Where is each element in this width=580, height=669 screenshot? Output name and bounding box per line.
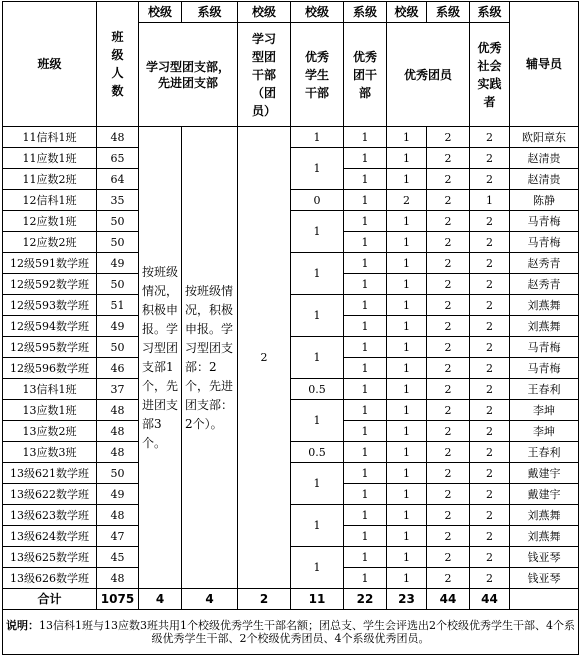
table-row: [3, 442, 579, 463]
dept-cadre-value: 1: [344, 526, 387, 547]
dept-cadre-value: 1: [344, 337, 387, 358]
tutor-name: 赵秀青: [510, 253, 579, 274]
class-name: 12信科1班: [3, 190, 97, 211]
leader-value: 1: [291, 127, 344, 148]
class-count: 49: [97, 484, 139, 505]
tutor-name: 钱亚琴: [510, 547, 579, 568]
class-count: 48: [97, 421, 139, 442]
note-row: [3, 610, 579, 655]
total-tutor-empty: [510, 589, 579, 610]
dept-cadre-value: 1: [344, 169, 387, 190]
header-level-school: 校级: [238, 2, 291, 23]
class-count: 50: [97, 232, 139, 253]
table-row: [3, 190, 579, 211]
school-member-value: 1: [387, 568, 427, 589]
header-level-school: 校级: [139, 2, 182, 23]
total-leader: 11: [291, 589, 344, 610]
school-member-value: 2: [387, 190, 427, 211]
table-row: [3, 505, 579, 526]
dept-cadre-value: 1: [344, 211, 387, 232]
class-count: 48: [97, 568, 139, 589]
practice-value: 2: [470, 358, 510, 379]
practice-value: 2: [470, 442, 510, 463]
note-cell: [3, 610, 579, 655]
cadre-merged: 2: [238, 127, 291, 589]
school-member-value: 1: [387, 148, 427, 169]
dept-branch-text: 按班级情况，积极申报。学习型团支部：2个，先进团支部：2个）。: [185, 283, 234, 431]
total-school-member: 23: [387, 589, 427, 610]
class-name: 12级596数学班: [3, 358, 97, 379]
tutor-name: 马青梅: [510, 232, 579, 253]
table-body: [3, 127, 579, 589]
dept-member-value: 2: [427, 400, 470, 421]
class-name: 12应数1班: [3, 211, 97, 232]
class-count: 49: [97, 316, 139, 337]
dept-cadre-value: 1: [344, 190, 387, 211]
tutor-name: 戴建宇: [510, 484, 579, 505]
class-name: 13级624数学班: [3, 526, 97, 547]
practice-value: 2: [470, 379, 510, 400]
total-dept-branch: 4: [182, 589, 238, 610]
leader-value: 1: [291, 337, 344, 379]
dept-member-value: 2: [427, 316, 470, 337]
total-count: 1075: [97, 589, 139, 610]
header-class: 班级: [3, 2, 97, 127]
practice-value: 2: [470, 211, 510, 232]
dept-cadre-value: 1: [344, 253, 387, 274]
dept-member-value: 2: [427, 526, 470, 547]
dept-member-value: 2: [427, 232, 470, 253]
dept-member-value: 2: [427, 421, 470, 442]
header-level-dept: 系级: [182, 2, 238, 23]
table-row: [3, 211, 579, 232]
dept-member-value: 2: [427, 505, 470, 526]
class-count: 49: [97, 253, 139, 274]
tutor-name: 赵清贵: [510, 148, 579, 169]
class-name: 12级593数学班: [3, 295, 97, 316]
header-cadre: 学习型团干部（团员）: [238, 23, 291, 127]
table-row: [3, 127, 579, 148]
leader-value: 1: [291, 295, 344, 337]
school-branch-merged: [139, 127, 182, 589]
practice-value: 2: [470, 568, 510, 589]
header-count: 班级人数: [97, 2, 139, 127]
class-name: 11信科1班: [3, 127, 97, 148]
tutor-name: 赵清贵: [510, 169, 579, 190]
tutor-name: 欧阳章东: [510, 127, 579, 148]
class-count: 48: [97, 400, 139, 421]
school-member-value: 1: [387, 169, 427, 190]
dept-cadre-value: 1: [344, 316, 387, 337]
header-practice: 优秀社会实践者: [470, 23, 510, 127]
dept-cadre-value: 1: [344, 232, 387, 253]
table-row: [3, 463, 579, 484]
class-count: 46: [97, 358, 139, 379]
dept-cadre-value: 1: [344, 274, 387, 295]
practice-value: 2: [470, 547, 510, 568]
header-excellent-leader: 优秀学生干部: [291, 23, 344, 127]
dept-member-value: 2: [427, 568, 470, 589]
dept-cadre-value: 1: [344, 547, 387, 568]
note-text: 13信科1班与13应数3班共用1个校级优秀学生干部名额；团总支、学生会评选出2个校级优秀学生干部、4个系级优秀学生干部、2个校级优秀团员、4个系级优秀团员。: [39, 619, 575, 645]
table-row: [3, 379, 579, 400]
practice-value: 2: [470, 421, 510, 442]
practice-value: 2: [470, 274, 510, 295]
class-name: 12应数2班: [3, 232, 97, 253]
table-row: [3, 547, 579, 568]
practice-value: 2: [470, 169, 510, 190]
practice-value: 2: [470, 253, 510, 274]
practice-value: 1: [470, 190, 510, 211]
class-count: 47: [97, 526, 139, 547]
tutor-name: 王春利: [510, 442, 579, 463]
dept-cadre-value: 1: [344, 568, 387, 589]
leader-value: 1: [291, 463, 344, 505]
dept-member-value: 2: [427, 484, 470, 505]
practice-value: 2: [470, 400, 510, 421]
class-count: 50: [97, 337, 139, 358]
class-count: 50: [97, 463, 139, 484]
school-member-value: 1: [387, 253, 427, 274]
dept-cadre-value: 1: [344, 400, 387, 421]
tutor-name: 李坤: [510, 421, 579, 442]
practice-value: 2: [470, 148, 510, 169]
total-row: [3, 589, 579, 610]
class-name: 11应数1班: [3, 148, 97, 169]
class-count: 35: [97, 190, 139, 211]
class-name: 13级626数学班: [3, 568, 97, 589]
header-excellent-member: 优秀团员: [387, 23, 470, 127]
class-name: 13应数3班: [3, 442, 97, 463]
class-name: 12级595数学班: [3, 337, 97, 358]
dept-member-value: 2: [427, 379, 470, 400]
tutor-name: 陈静: [510, 190, 579, 211]
dept-cadre-value: 1: [344, 442, 387, 463]
table-row: [3, 253, 579, 274]
practice-value: 2: [470, 505, 510, 526]
practice-value: 2: [470, 232, 510, 253]
leader-value: 0.5: [291, 442, 344, 463]
class-count: 51: [97, 295, 139, 316]
dept-cadre-value: 1: [344, 505, 387, 526]
school-member-value: 1: [387, 421, 427, 442]
school-member-value: 1: [387, 316, 427, 337]
dept-member-value: 2: [427, 190, 470, 211]
dept-cadre-value: 1: [344, 421, 387, 442]
school-member-value: 1: [387, 442, 427, 463]
dept-member-value: 2: [427, 274, 470, 295]
tutor-name: 戴建宇: [510, 463, 579, 484]
tutor-name: 赵秀青: [510, 274, 579, 295]
class-name: 12级592数学班: [3, 274, 97, 295]
school-member-value: 1: [387, 232, 427, 253]
tutor-name: 刘燕舞: [510, 295, 579, 316]
class-name: 13级622数学班: [3, 484, 97, 505]
class-name: 13级621数学班: [3, 463, 97, 484]
note-label: 说明：: [6, 619, 39, 632]
tutor-name: 刘燕舞: [510, 316, 579, 337]
dept-cadre-value: 1: [344, 148, 387, 169]
total-label: 合计: [3, 589, 97, 610]
practice-value: 2: [470, 127, 510, 148]
leader-value: 1: [291, 148, 344, 190]
tutor-name: 钱亚琴: [510, 568, 579, 589]
class-name: 13信科1班: [3, 379, 97, 400]
tutor-name: 李坤: [510, 400, 579, 421]
table-row: [3, 148, 579, 169]
class-name: 13应数1班: [3, 400, 97, 421]
leader-value: 0: [291, 190, 344, 211]
school-member-value: 1: [387, 211, 427, 232]
dept-member-value: 2: [427, 547, 470, 568]
dept-member-value: 2: [427, 358, 470, 379]
leader-value: 0.5: [291, 379, 344, 400]
dept-branch-merged: [182, 127, 238, 589]
header-excellent-cadre: 优秀团干部: [344, 23, 387, 127]
dept-member-value: 2: [427, 127, 470, 148]
school-member-value: 1: [387, 337, 427, 358]
header-level-dept: 系级: [470, 2, 510, 23]
practice-value: 2: [470, 484, 510, 505]
dept-member-value: 2: [427, 442, 470, 463]
dept-member-value: 2: [427, 169, 470, 190]
tutor-name: 马青梅: [510, 211, 579, 232]
header-level-dept: 系级: [427, 2, 470, 23]
school-member-value: 1: [387, 463, 427, 484]
class-count: 65: [97, 148, 139, 169]
school-member-value: 1: [387, 379, 427, 400]
dept-cadre-value: 1: [344, 295, 387, 316]
school-member-value: 1: [387, 358, 427, 379]
school-member-value: 1: [387, 547, 427, 568]
dept-cadre-value: 1: [344, 484, 387, 505]
table-header: [3, 2, 579, 127]
total-dept-cadre: 22: [344, 589, 387, 610]
table-row: [3, 337, 579, 358]
class-name: 13级623数学班: [3, 505, 97, 526]
school-member-value: 1: [387, 484, 427, 505]
dept-cadre-value: 1: [344, 379, 387, 400]
school-member-value: 1: [387, 505, 427, 526]
school-member-value: 1: [387, 274, 427, 295]
school-member-value: 1: [387, 400, 427, 421]
table-row: [3, 295, 579, 316]
class-name: 13级625数学班: [3, 547, 97, 568]
dept-cadre-value: 1: [344, 463, 387, 484]
class-name: 11应数2班: [3, 169, 97, 190]
tutor-name: 王春利: [510, 379, 579, 400]
school-member-value: 1: [387, 526, 427, 547]
tutor-name: 马青梅: [510, 337, 579, 358]
total-cadre: 2: [238, 589, 291, 610]
dept-member-value: 2: [427, 253, 470, 274]
class-count: 48: [97, 127, 139, 148]
practice-value: 2: [470, 295, 510, 316]
leader-value: 1: [291, 253, 344, 295]
tutor-name: 刘燕舞: [510, 526, 579, 547]
dept-member-value: 2: [427, 337, 470, 358]
class-count: 50: [97, 274, 139, 295]
class-count: 50: [97, 211, 139, 232]
class-count: 45: [97, 547, 139, 568]
leader-value: 1: [291, 505, 344, 547]
dept-member-value: 2: [427, 211, 470, 232]
class-count: 48: [97, 505, 139, 526]
total-school-branch: 4: [139, 589, 182, 610]
dept-member-value: 2: [427, 295, 470, 316]
tutor-name: 刘燕舞: [510, 505, 579, 526]
school-member-value: 1: [387, 127, 427, 148]
class-name: 12级591数学班: [3, 253, 97, 274]
table-row: [3, 400, 579, 421]
header-level-school: 校级: [291, 2, 344, 23]
practice-value: 2: [470, 316, 510, 337]
class-name: 12级594数学班: [3, 316, 97, 337]
leader-value: 1: [291, 211, 344, 253]
practice-value: 2: [470, 337, 510, 358]
leader-value: 1: [291, 547, 344, 589]
dept-cadre-value: 1: [344, 127, 387, 148]
total-dept-member: 44: [427, 589, 470, 610]
header-level-school: 校级: [387, 2, 427, 23]
dept-member-value: 2: [427, 148, 470, 169]
class-count: 37: [97, 379, 139, 400]
quota-table: [2, 1, 579, 655]
header-level-dept: 系级: [344, 2, 387, 23]
header-study-branch: 学习型团支部，先进团支部: [139, 23, 238, 127]
school-member-value: 1: [387, 295, 427, 316]
leader-value: 1: [291, 400, 344, 442]
tutor-name: 马青梅: [510, 358, 579, 379]
class-name: 13应数2班: [3, 421, 97, 442]
total-practice: 44: [470, 589, 510, 610]
practice-value: 2: [470, 526, 510, 547]
header-tutor: 辅导员: [510, 2, 579, 127]
practice-value: 2: [470, 463, 510, 484]
class-count: 48: [97, 442, 139, 463]
dept-member-value: 2: [427, 463, 470, 484]
school-branch-text: 按班级情况，积极申报。学习型团支部1个，先进团支部3个。: [142, 264, 179, 450]
dept-cadre-value: 1: [344, 358, 387, 379]
class-count: 64: [97, 169, 139, 190]
